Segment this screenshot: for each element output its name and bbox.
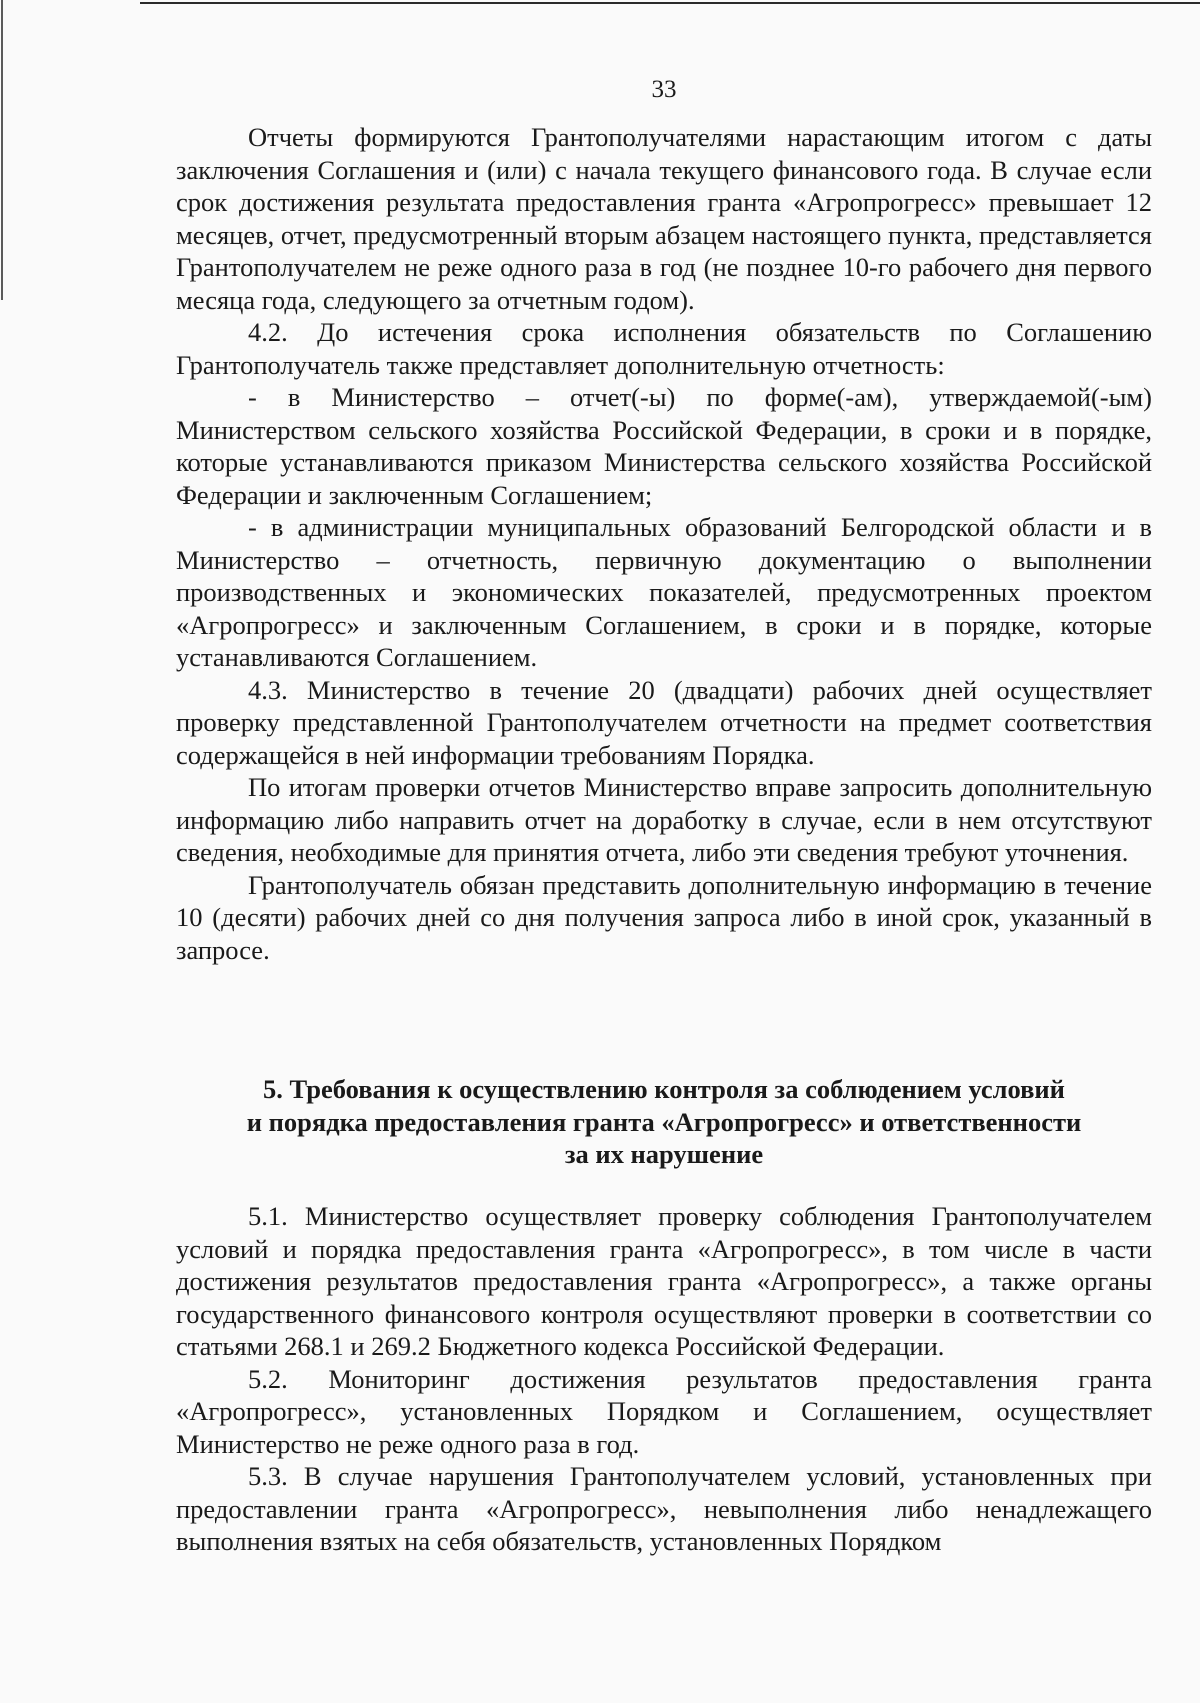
paragraph-5-1: 5.1. Министерство осуществляет проверку соблюдения Грантополучателем условий и порядка предоставления гранта «Агропрогресс», в том числе в части достижения результатов предоставления гранта «Агропрогресс», а также органы государственного финансового контроля осуществляют проверки в соответствии со статьями 268.1 и 269.2 Бюджетного кодекса Российской Федерации. (176, 1201, 1152, 1361)
paragraph-4-2: 4.2. До истечения срока исполнения обязательств по Соглашению Грантополучатель также представляет дополнительную отчетность: (176, 317, 1152, 380)
section-5-heading-line-2: и порядка предоставления гранта «Агропрогресс» и ответственности (246, 1106, 1082, 1137)
scan-edge-left (1, 0, 3, 300)
section-5-heading (176, 1073, 1152, 1171)
page-number: 33 (651, 76, 677, 103)
paragraph-4-2-administrations: - в администрации муниципальных образований Белгородской области и в Министерство – отчетность, первичную документацию о выполнении производственных и экономических показателей, предусмотренных проектом «Агропрогресс» и заключенным Соглашением, в сроки и в порядке, которые устанавливаются Соглашением. (176, 512, 1152, 672)
section-4-continuation (176, 121, 1152, 966)
paragraph-4-2-ministry: - в Министерство – отчет(-ы) по форме(-ам), утверждаемой(-ым) Министерством сельского хозяйства Российской Федерации, в сроки и в порядке, которые устанавливаются приказом Министерства сельского хозяйства Российской Федерации и заключенным Соглашением; (176, 382, 1152, 510)
section-5-heading-line-1: 5. Требования к осуществлению контроля за соблюдением условий (263, 1074, 1065, 1104)
paragraph-review-results: По итогам проверки отчетов Министерство вправе запросить дополнительную информацию либо направить отчет на доработку в случае, если в нем отсутствуют сведения, необходимые для принятия отчета, либо эти сведения требуют уточнения. (176, 772, 1152, 867)
section-5-heading-line-3: за их нарушение (564, 1139, 764, 1169)
paragraph-additional-info: Грантополучатель обязан представить дополнительную информацию в течение 10 (десяти) рабочих дней со дня получения запроса либо в иной срок, указанный в запросе. (176, 869, 1152, 965)
paragraph-reports-cumulative: Отчеты формируются Грантополучателями нарастающим итогом с даты заключения Соглашения и (или) с начала текущего финансового года. В случае если срок достижения результата предоставления гранта «Агропрогресс» превышает 12 месяцев, отчет, предусмотренный вторым абзацем настоящего пункта, представляется Грантополучателем не реже одного раза в год (не позднее 10-го рабочего дня первого месяца года, следующего за отчетным годом). (176, 122, 1152, 315)
section-5-body (176, 1200, 1152, 1558)
paragraph-5-2: 5.2. Мониторинг достижения результатов предоставления гранта «Агропрогресс», установленных Порядком и Соглашением, осуществляет Министерство не реже одного раза в год. (176, 1363, 1152, 1459)
paragraph-4-3: 4.3. Министерство в течение 20 (двадцати) рабочих дней осуществляет проверку представленной Грантополучателем отчетности на предмет соответствия содержащейся в ней информации требованиям Порядка. (176, 674, 1152, 770)
scan-edge-top (140, 2, 1200, 4)
paragraph-5-3: 5.3. В случае нарушения Грантополучателем условий, установленных при предоставлении гранта «Агропрогресс», невыполнения либо ненадлежащего выполнения взятых на себя обязательств, установленных Порядком (176, 1461, 1152, 1556)
